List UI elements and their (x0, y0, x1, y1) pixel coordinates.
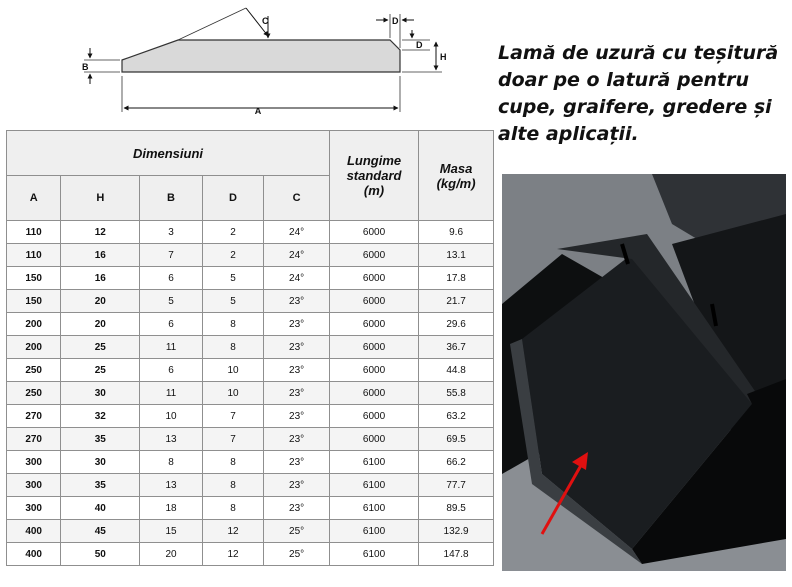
table-cell: 23° (264, 336, 330, 359)
table-cell: 11 (140, 382, 203, 405)
table-row (7, 267, 494, 290)
dim-line-c (178, 8, 246, 40)
table-cell: 6 (140, 313, 203, 336)
table-cell: 6000 (329, 336, 418, 359)
label-c: C (262, 16, 269, 26)
table-cell: 200 (7, 336, 61, 359)
table-cell: 150 (7, 290, 61, 313)
table-row (7, 451, 494, 474)
table-cell: 18 (140, 497, 203, 520)
table-cell: 7 (140, 244, 203, 267)
table-cell: 20 (61, 290, 140, 313)
dimensions-group-header: Dimensiuni (7, 131, 330, 176)
length-header-line: standard (346, 168, 402, 183)
table-cell: 6000 (329, 221, 418, 244)
table-cell: 29.6 (419, 313, 494, 336)
table-cell: 25 (61, 359, 140, 382)
table-cell: 250 (7, 359, 61, 382)
column-header-c: C (264, 176, 330, 221)
table-cell: 12 (61, 221, 140, 244)
table-cell: 10 (140, 405, 203, 428)
table-cell: 6100 (329, 543, 418, 566)
table-cell: 15 (140, 520, 203, 543)
table-cell: 44.8 (419, 359, 494, 382)
table-cell: 35 (61, 428, 140, 451)
table-cell: 23° (264, 382, 330, 405)
table-row (7, 497, 494, 520)
table-cell: 40 (61, 497, 140, 520)
table-cell: 300 (7, 474, 61, 497)
blade-profile-diagram (78, 0, 450, 122)
table-cell: 6 (140, 267, 203, 290)
table-cell: 3 (140, 221, 203, 244)
table-cell: 2 (202, 244, 264, 267)
table-cell: 23° (264, 428, 330, 451)
table-row (7, 382, 494, 405)
table-row (7, 428, 494, 451)
table-cell: 36.7 (419, 336, 494, 359)
table-cell: 5 (202, 267, 264, 290)
table-cell: 400 (7, 543, 61, 566)
label-d-top: D (392, 16, 399, 26)
table-cell: 11 (140, 336, 203, 359)
table-cell: 270 (7, 428, 61, 451)
table-cell: 25° (264, 543, 330, 566)
column-header-h: H (61, 176, 140, 221)
headline-line: cupe, graifere, gredere și (498, 96, 772, 118)
blade-profile-shape (122, 40, 400, 72)
table-cell: 45 (61, 520, 140, 543)
length-header-line: Lungime (346, 153, 402, 168)
table-cell: 30 (61, 451, 140, 474)
table-cell: 250 (7, 382, 61, 405)
table-cell: 89.5 (419, 497, 494, 520)
table-cell: 17.8 (419, 267, 494, 290)
table-cell: 8 (202, 474, 264, 497)
table-row (7, 543, 494, 566)
table-cell: 200 (7, 313, 61, 336)
label-d-side: D (416, 40, 423, 50)
table-cell: 270 (7, 405, 61, 428)
table-cell: 6000 (329, 428, 418, 451)
table-cell: 8 (202, 497, 264, 520)
table-cell: 23° (264, 474, 330, 497)
table-cell: 147.8 (419, 543, 494, 566)
table-row (7, 336, 494, 359)
table-cell: 6100 (329, 520, 418, 543)
table-cell: 24° (264, 244, 330, 267)
table-cell: 150 (7, 267, 61, 290)
table-row (7, 359, 494, 382)
table-cell: 6000 (329, 405, 418, 428)
mass-header-line: (kg/m) (436, 175, 476, 191)
table-cell: 12 (202, 543, 264, 566)
column-header-d: D (202, 176, 264, 221)
table-cell: 10 (202, 382, 264, 405)
table-cell: 8 (202, 451, 264, 474)
table-cell: 16 (61, 244, 140, 267)
table-cell: 25 (61, 336, 140, 359)
table-cell: 6000 (329, 267, 418, 290)
table-cell: 132.9 (419, 520, 494, 543)
table-cell: 6000 (329, 359, 418, 382)
table-cell: 30 (61, 382, 140, 405)
table-cell: 32 (61, 405, 140, 428)
table-row (7, 244, 494, 267)
mass-header (419, 131, 494, 221)
table-row (7, 520, 494, 543)
table-cell: 13.1 (419, 244, 494, 267)
table-cell: 300 (7, 451, 61, 474)
mass-header-line: Masa (439, 160, 473, 176)
table-cell: 23° (264, 451, 330, 474)
table-cell: 6100 (329, 451, 418, 474)
table-cell: 63.2 (419, 405, 494, 428)
table-cell: 69.5 (419, 428, 494, 451)
table-cell: 12 (202, 520, 264, 543)
table-cell: 6100 (329, 497, 418, 520)
table-cell: 8 (202, 336, 264, 359)
table-row (7, 313, 494, 336)
table-cell: 25° (264, 520, 330, 543)
table-row (7, 290, 494, 313)
table-cell: 66.2 (419, 451, 494, 474)
headline-line: alte aplicații. (498, 123, 639, 145)
table-cell: 23° (264, 290, 330, 313)
table-cell: 77.7 (419, 474, 494, 497)
table-cell: 23° (264, 313, 330, 336)
table-cell: 6000 (329, 313, 418, 336)
table-cell: 6100 (329, 474, 418, 497)
table-row (7, 474, 494, 497)
headline-line: Lamă de uzură cu teșitură (498, 42, 779, 64)
table-cell: 9.6 (419, 221, 494, 244)
table-cell: 23° (264, 405, 330, 428)
table-cell: 110 (7, 244, 61, 267)
table-cell: 2 (202, 221, 264, 244)
table-cell: 10 (202, 359, 264, 382)
table-cell: 20 (140, 543, 203, 566)
column-header-a: A (7, 176, 61, 221)
table-cell: 300 (7, 497, 61, 520)
table-cell: 5 (140, 290, 203, 313)
dimensions-table (6, 130, 494, 566)
table-cell: 50 (61, 543, 140, 566)
table-cell: 6000 (329, 290, 418, 313)
label-h: H (440, 52, 447, 62)
label-a: A (254, 106, 262, 116)
table-cell: 6 (140, 359, 203, 382)
table-cell: 5 (202, 290, 264, 313)
table-cell: 400 (7, 520, 61, 543)
table-cell: 7 (202, 405, 264, 428)
bucket-photo (502, 174, 786, 571)
column-header-b: B (140, 176, 203, 221)
table-cell: 35 (61, 474, 140, 497)
table-cell: 24° (264, 221, 330, 244)
table-cell: 8 (140, 451, 203, 474)
table-cell: 20 (61, 313, 140, 336)
table-cell: 110 (7, 221, 61, 244)
table-cell: 6000 (329, 382, 418, 405)
product-headline (498, 40, 790, 148)
table-cell: 23° (264, 359, 330, 382)
length-header-line: (m) (363, 183, 385, 198)
label-b: B (82, 62, 89, 72)
headline-line: doar pe o latură pentru (498, 69, 749, 91)
table-cell: 8 (202, 313, 264, 336)
table-cell: 7 (202, 428, 264, 451)
table-cell: 55.8 (419, 382, 494, 405)
table-cell: 13 (140, 428, 203, 451)
table-cell: 24° (264, 267, 330, 290)
table-body (7, 221, 494, 566)
table-cell: 21.7 (419, 290, 494, 313)
table-row (7, 221, 494, 244)
table-cell: 6000 (329, 244, 418, 267)
table-cell: 16 (61, 267, 140, 290)
table-cell: 13 (140, 474, 203, 497)
table-cell: 23° (264, 497, 330, 520)
table-row (7, 405, 494, 428)
length-header (329, 131, 418, 221)
